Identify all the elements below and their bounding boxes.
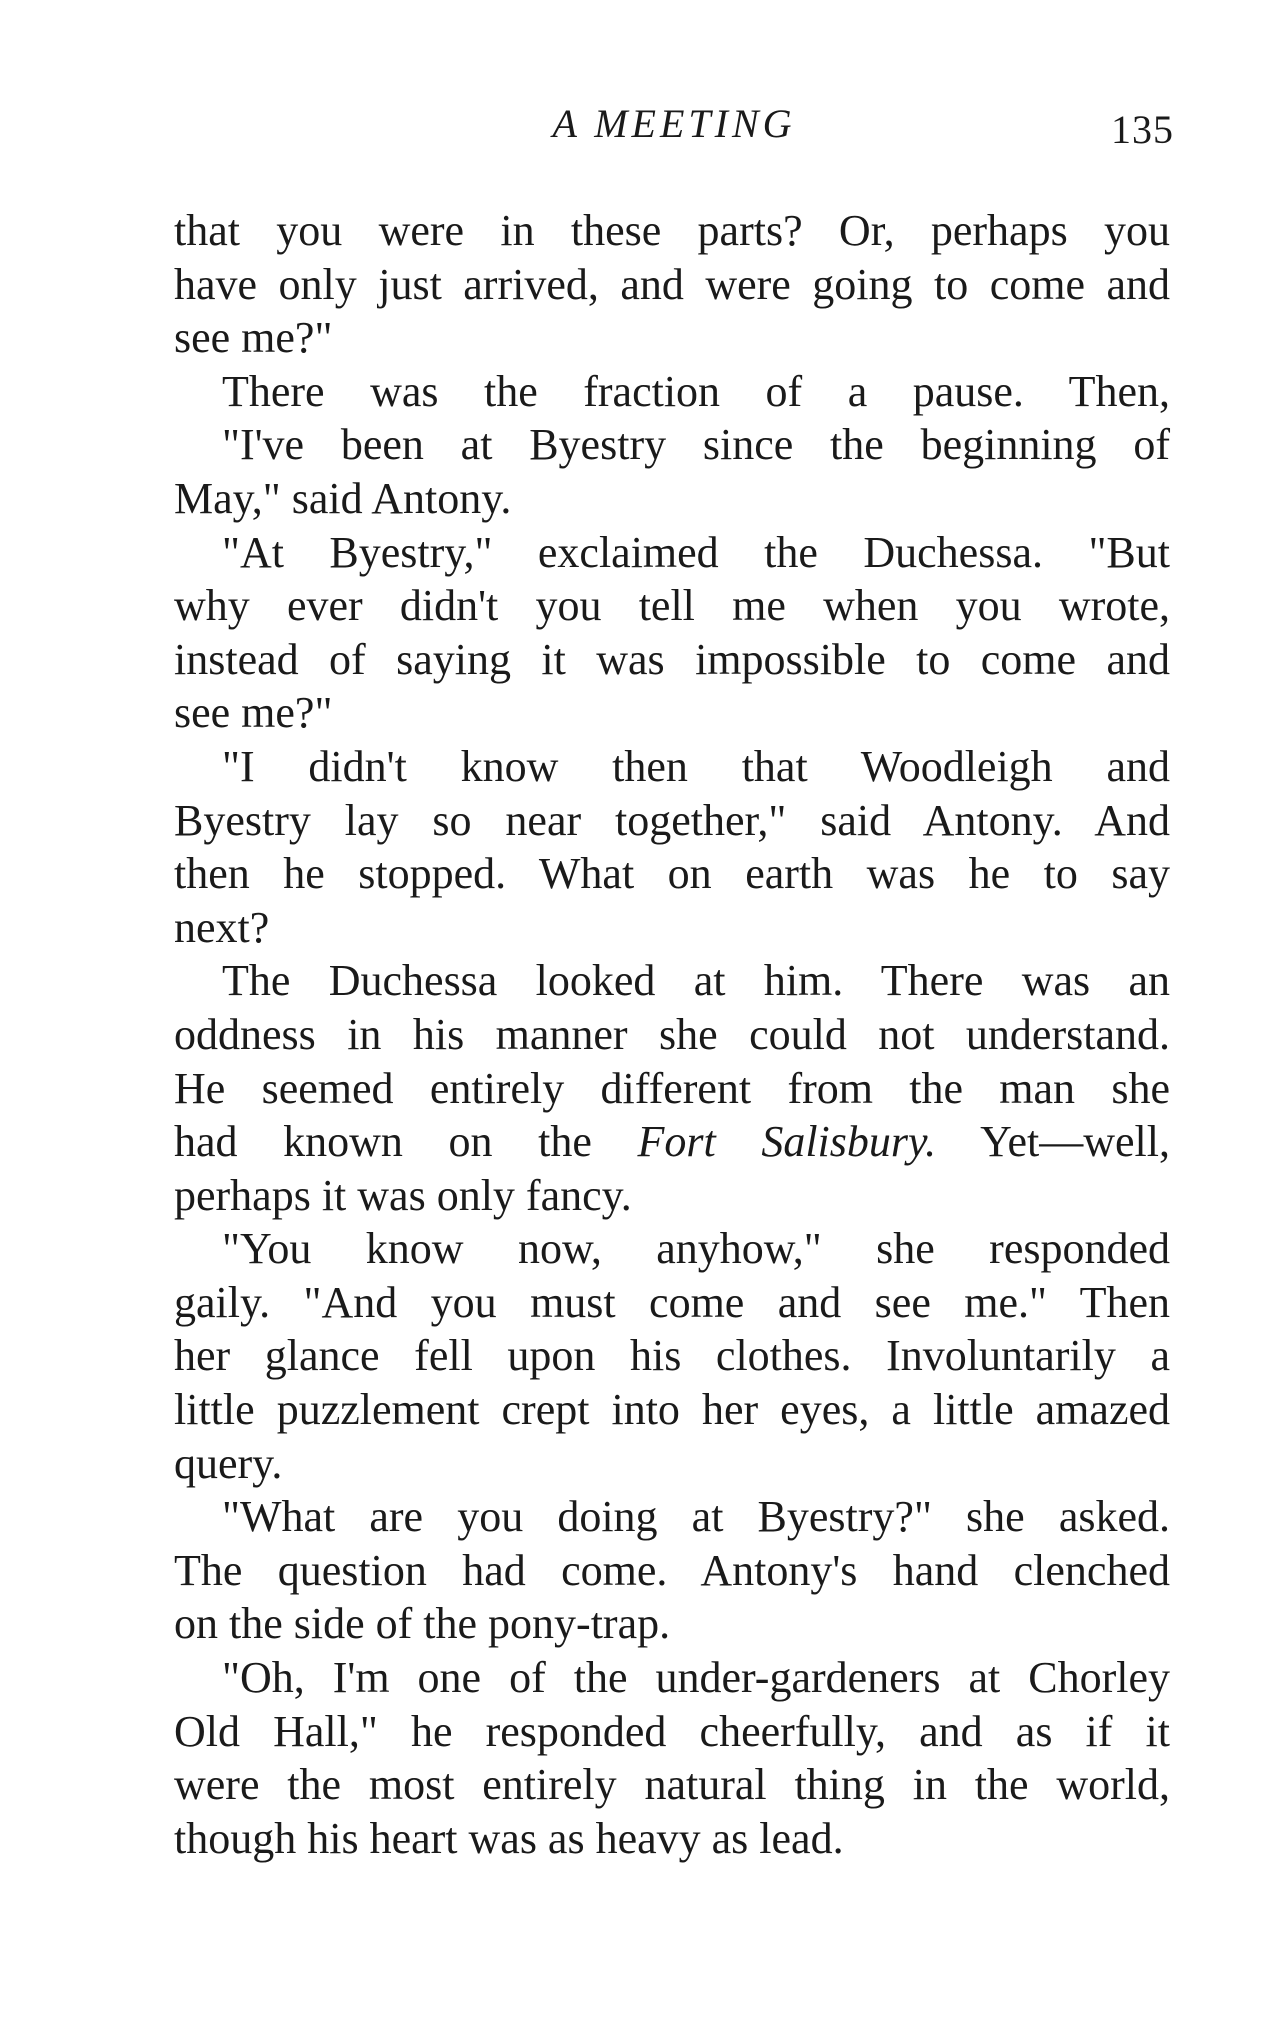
text-segment: Yet—well, [936,1117,1170,1167]
paragraph-7 [174,1490,1170,1651]
text-line: were the most entirely natural thing in the world, [174,1760,1170,1810]
text-line: instead of saying it was impossible to come and [174,634,1170,684]
text-line: There was the fraction of a pause. Then, [222,366,1170,416]
text-segment: had known on the [174,1117,638,1167]
text-line: on the side of the pony-trap. [174,1599,671,1649]
body-text [174,204,1170,1865]
text-line: have only just arrived, and were going to come and [174,259,1170,309]
text-line: perhaps it was only fancy. [174,1170,632,1220]
text-line-with-italic [174,1115,1170,1169]
paragraph-5 [174,954,1170,1222]
paragraph-4 [174,740,1170,954]
text-line: oddness in his manner she could not understand. [174,1009,1170,1059]
text-line: Byestry lay so near together," said Antony. And [174,795,1170,845]
text-line: then he stopped. What on earth was he to say [174,849,1170,899]
page-header [174,100,1174,160]
text-line: "What are you doing at Byestry?" she asked. [222,1492,1170,1542]
paragraph-6 [174,1222,1170,1490]
text-line: query. [174,1438,283,1488]
paragraph-2 [174,365,1170,526]
text-line: her glance fell upon his clothes. Involuntarily a [174,1331,1170,1381]
text-line: Old Hall," he responded cheerfully, and as if it [174,1706,1170,1756]
paragraph-1 [174,204,1170,365]
text-line: "You know now, anyhow," she responded [222,1224,1170,1274]
text-line: "I didn't know then that Woodleigh and [222,741,1170,791]
text-line: little puzzlement crept into her eyes, a little amazed [174,1385,1170,1435]
text-line: see me?" [174,688,333,738]
paragraph-8 [174,1651,1170,1865]
text-line: "At Byestry," exclaimed the Duchessa. "But [222,527,1170,577]
text-line: "Oh, I'm one of the under-gardeners at Chorley [222,1653,1170,1703]
text-line: May," said Antony. [174,473,512,523]
text-line: though his heart was as heavy as lead. [174,1813,844,1863]
running-title: A MEETING [552,101,796,146]
text-line: "I've been at Byestry since the beginning of [222,420,1170,470]
text-line: why ever didn't you tell me when you wrote, [174,581,1170,631]
paragraph-3 [174,526,1170,740]
ship-name-italic: Fort Salisbury. [637,1117,937,1167]
text-line: The Duchessa looked at him. There was an [222,956,1170,1006]
text-line: next? [174,902,270,952]
text-line: The question had come. Antony's hand clenched [174,1545,1170,1595]
page-number: 135 [1111,107,1174,152]
text-line: that you were in these parts? Or, perhaps you [174,206,1170,255]
text-line: He seemed entirely different from the man she [174,1063,1170,1113]
text-line: see me?" [174,313,333,363]
text-line: gaily. "And you must come and see me." Then [174,1277,1170,1327]
